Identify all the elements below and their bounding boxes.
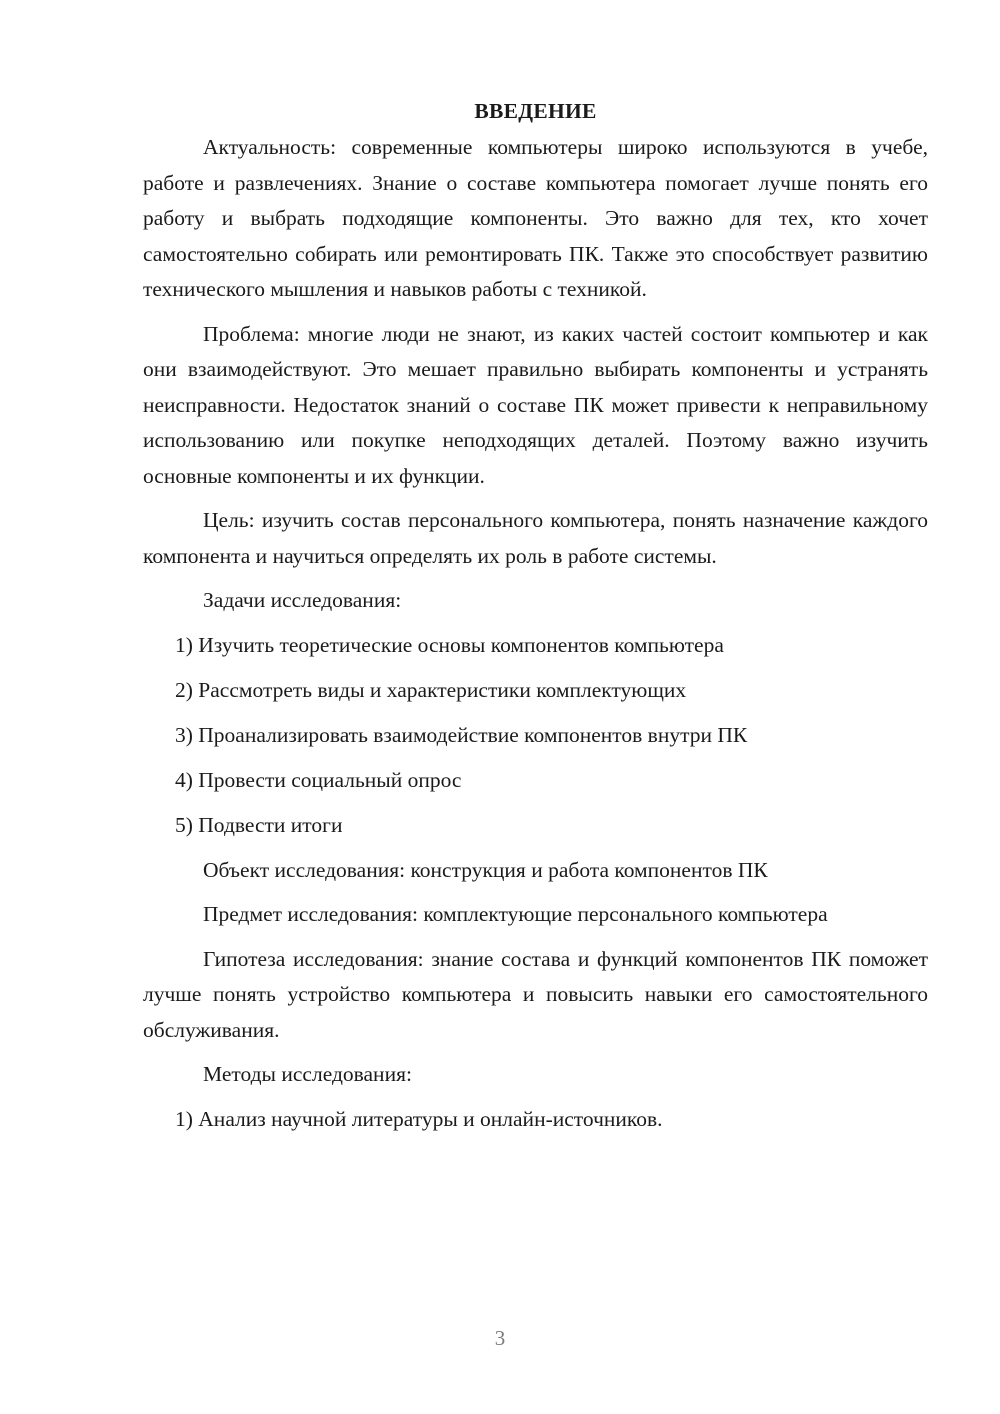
object-paragraph: Объект исследования: конструкция и работа компонентов ПК xyxy=(203,857,768,882)
hypothesis-paragraph: Гипотеза исследования: знание состава и функций компонентов ПК поможет лучше понять устройство компьютера и повысить навыки его самостоятельного обслуживания. xyxy=(143,946,928,1042)
relevance-paragraph: Актуальность: современные компьютеры широко используются в учебе, работе и развлечениях. Знание о составе компьютера помогает лучше понять его работу и выбрать подходящие компоненты. Это важно для тех, кто хочет самостоятельно собирать или ремонтировать ПК. Также это способствует развитию технического мышления и навыков работы с техникой. xyxy=(143,135,928,301)
task-item: 5) Подвести итоги xyxy=(175,812,343,837)
document-page xyxy=(143,96,928,1147)
method-item: 1) Анализ научной литературы и онлайн-источников. xyxy=(175,1106,663,1131)
task-item: 1) Изучить теоретические основы компонентов компьютера xyxy=(175,632,724,657)
subject-paragraph: Предмет исследования: комплектующие персонального компьютера xyxy=(203,902,828,926)
problem-paragraph: Проблема: многие люди не знают, из каких частей состоит компьютер и как они взаимодействуют. Это мешает правильно выбирать компоненты и устранять неисправности. Недостаток знаний о составе ПК может привести к неправильному использованию или покупке неподходящих деталей. Поэтому важно изучить основные компоненты и их функции. xyxy=(143,321,928,488)
tasks-heading: Задачи исследования: xyxy=(203,588,402,612)
goal-paragraph: Цель: изучить состав персонального компьютера, понять назначение каждого компонента и научиться определять их роль в работе системы. xyxy=(143,508,928,568)
page-number: 3 xyxy=(494,1326,506,1350)
methods-heading: Методы исследования: xyxy=(203,1062,412,1086)
section-title: ВВЕДЕНИЕ xyxy=(474,99,597,123)
task-item: 4) Провести социальный опрос xyxy=(175,767,462,792)
task-item: 2) Рассмотреть виды и характеристики комплектующих xyxy=(175,677,687,702)
task-item: 3) Проанализировать взаимодействие компонентов внутри ПК xyxy=(175,722,748,747)
